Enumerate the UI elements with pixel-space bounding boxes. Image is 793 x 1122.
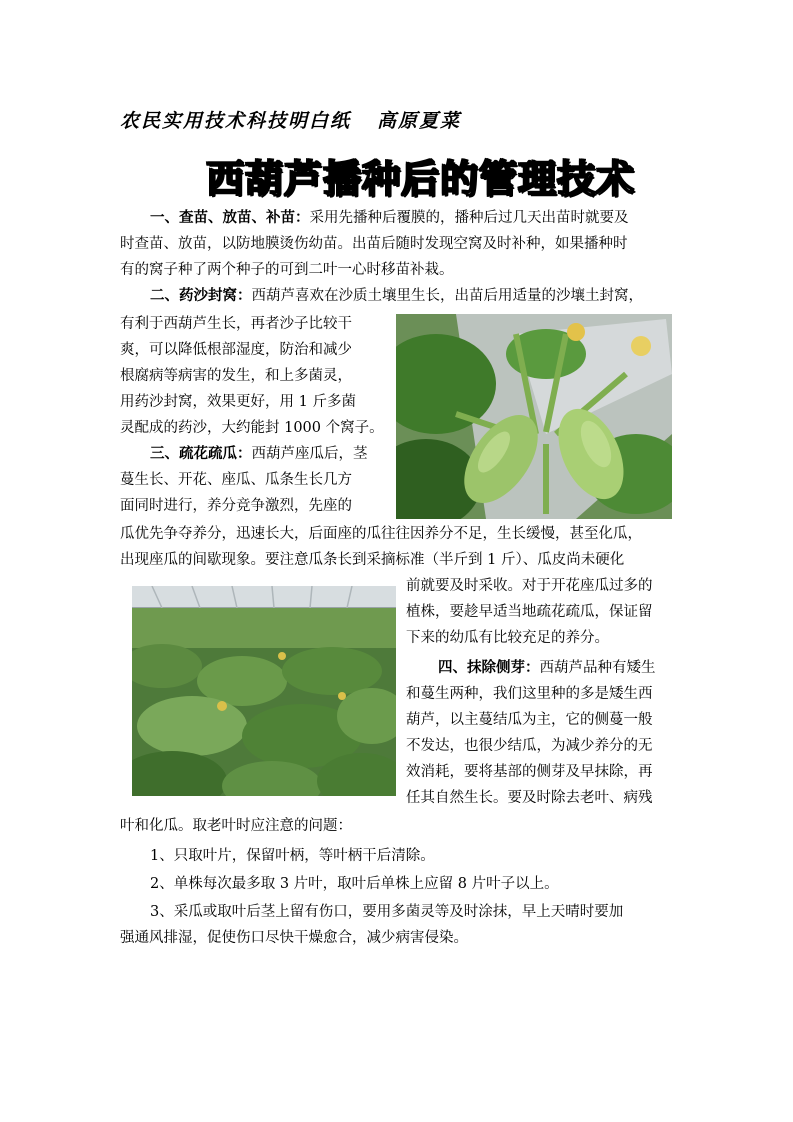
text-line: 葫芦，以主蔓结瓜为主，它的侧蔓一般 (406, 712, 653, 728)
text-line: 3、采瓜或取叶后茎上留有伤口，要用多菌灵等及时涂抹，早上天晴时要加 (150, 904, 624, 920)
text-line: 出现座瓜的间歇现象。要注意瓜条长到采摘标准（半斤到 1 斤）、瓜皮尚未硬化 (120, 552, 625, 568)
text-line: 有利于西葫芦生长，再者沙子比较干 (120, 316, 352, 332)
header-left: 农民实用技术科技明白纸 (120, 110, 352, 132)
heading-seg: 四、抹除侧芽： (438, 659, 540, 676)
text-line: 有的窝子种了两个种子的可到二叶一心时移苗补栽。 (120, 262, 454, 278)
text-line: 强通风排湿，促使伤口尽快干燥愈合，减少病害侵染。 (120, 930, 468, 946)
page-title: 西葫芦播种后的管理技术 (206, 157, 636, 201)
text-line: 效消耗，要将基部的侧芽及早抹除，再 (406, 764, 653, 780)
heading-seg: 一、查苗、放苗、补苗： (150, 209, 310, 226)
body-seg: 西葫芦座瓜后，茎 (251, 446, 368, 462)
body-seg: 采用先播种后覆膜的，播种后过几天出苗时就要及 (309, 210, 629, 226)
heading-seg: 二、药沙封窝： (150, 287, 252, 304)
text-line: 2、单株每次最多取 3 片叶，取叶后单株上应留 8 片叶子以上。 (150, 876, 559, 892)
text-line: 前就要及时采收。对于开花座瓜过多的 (406, 578, 653, 594)
text-line: 面同时进行，养分竞争激烈，先座的 (120, 498, 352, 514)
text-line: 叶和化瓜。取老叶时应注意的问题： (120, 818, 352, 834)
text-line: 任其自然生长。要及时除去老叶、病残 (406, 790, 653, 806)
text-line: 根腐病等病害的发生，和上多菌灵， (120, 368, 352, 384)
text-line: 和蔓生两种，我们这里种的多是矮生西 (406, 686, 653, 702)
text-line: 时查苗、放苗，以防地膜烫伤幼苗。出苗后随时发现空窝及时补种，如果播种时 (120, 236, 628, 252)
text-line: 蔓生长、开花、座瓜、瓜条生长几方 (120, 472, 352, 488)
text-line (150, 441, 368, 467)
text-line: 爽，可以降低根部湿度，防治和减少 (120, 342, 352, 358)
header-line (120, 106, 461, 133)
text-line: 用药沙封窝，效果更好，用 1 斤多菌 (120, 394, 356, 410)
text-line (150, 283, 643, 309)
header-right: 高原夏菜 (377, 110, 462, 132)
greenhouse-field-photo (132, 586, 396, 796)
text-line: 灵配成的药沙，大约能封 1000 个窝子。 (120, 420, 384, 436)
heading-seg: 三、疏花疏瓜： (150, 445, 252, 462)
body-seg: 西葫芦喜欢在沙质土壤里生长，出苗后用适量的沙壤土封窝， (251, 288, 643, 304)
zucchini-plant-photo (396, 314, 672, 519)
text-line: 瓜优先争夺养分，迅速长大，后面座的瓜往往因养分不足，生长缓慢，甚至化瓜， (120, 526, 642, 542)
text-line: 1、只取叶片，保留叶柄，等叶柄干后清除。 (150, 848, 435, 864)
text-line (150, 205, 629, 231)
text-line: 不发达，也很少结瓜，为减少养分的无 (406, 738, 653, 754)
body-seg: 西葫芦品种有矮生 (539, 660, 656, 676)
text-line: 植株，要趁早适当地疏花疏瓜，保证留 (406, 604, 653, 620)
text-line: 下来的幼瓜有比较充足的养分。 (406, 630, 609, 646)
text-line (438, 655, 656, 681)
